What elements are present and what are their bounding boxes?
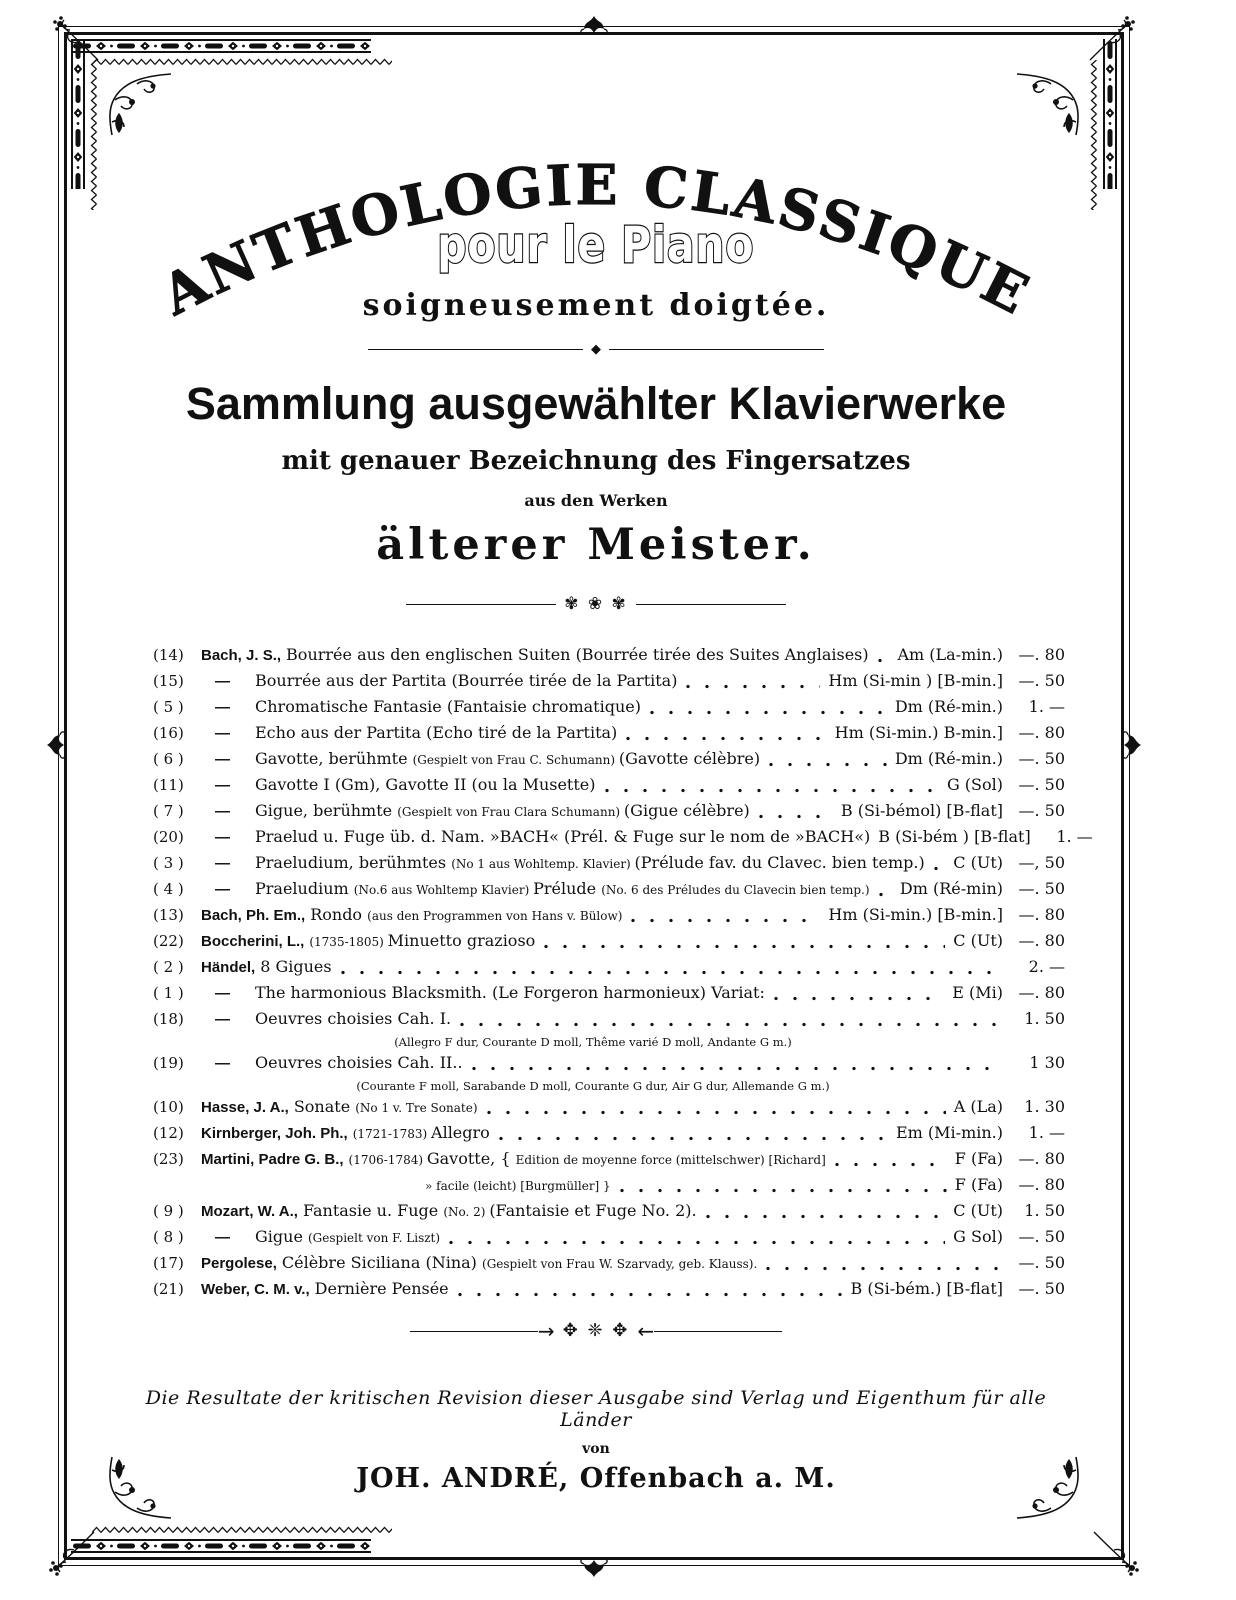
subtitle-text: pour le Piano bbox=[437, 216, 755, 275]
catalog-row bbox=[153, 1201, 1065, 1227]
copyright-von: von bbox=[582, 1441, 610, 1457]
medallion-ornament-icon: ✥ ❈ ✥ bbox=[562, 1320, 630, 1341]
work-title bbox=[309, 931, 535, 950]
work-number: ( 4 ) bbox=[153, 880, 184, 898]
dot-leader bbox=[750, 801, 833, 827]
catalog-row bbox=[153, 1009, 1065, 1053]
catalog-row-line bbox=[153, 1253, 1065, 1279]
work-title bbox=[255, 853, 925, 872]
heading-fingering: mit genauer Bezeichnung des Fingersatzes bbox=[281, 446, 911, 476]
work-title bbox=[255, 723, 617, 742]
work-number: ( 9 ) bbox=[153, 1202, 184, 1220]
tulip-ornament-icon bbox=[46, 730, 68, 760]
work-number: (22) bbox=[153, 932, 184, 950]
catalog-row bbox=[153, 1097, 1065, 1123]
work-number: ( 8 ) bbox=[153, 1228, 184, 1246]
dot-leader bbox=[677, 671, 820, 697]
work-number: ( 7 ) bbox=[153, 802, 184, 820]
composer-name: Mozart, W. A., bbox=[201, 1203, 298, 1220]
divider-tailpiece bbox=[115, 1321, 1077, 1341]
work-title bbox=[255, 671, 677, 690]
frame-floral-band-top bbox=[71, 39, 371, 53]
work-title-text: Rondo bbox=[310, 905, 368, 924]
work-price: —. 80 bbox=[1018, 931, 1065, 950]
composer-name: Martini, Padre G. B., bbox=[201, 1151, 344, 1168]
composer-name: — bbox=[215, 1055, 230, 1072]
composer-name: Bach, J. S., bbox=[201, 647, 282, 664]
catalog-row-line bbox=[153, 1227, 1065, 1253]
work-title-text: Praeludium, berühmtes bbox=[255, 853, 452, 872]
work-title-annotation: (No 1 aus Wohltemp. Klavier) bbox=[451, 857, 635, 871]
work-title-annotation: (1706-1784) bbox=[348, 1153, 427, 1167]
dot-leader bbox=[535, 931, 945, 957]
dot-leader bbox=[697, 1201, 946, 1227]
work-title bbox=[286, 645, 869, 664]
heading-collection: Sammlung ausgewählter Klavierwerke bbox=[185, 378, 1007, 429]
work-number: ( 6 ) bbox=[153, 750, 184, 768]
catalog-row bbox=[153, 827, 1093, 853]
catalog-row-line bbox=[153, 1201, 1065, 1227]
catalog-row bbox=[153, 983, 1065, 1009]
work-price: —. 50 bbox=[1018, 1279, 1065, 1298]
catalog-row-line bbox=[153, 1175, 1065, 1201]
work-price: 1. 50 bbox=[1024, 1201, 1065, 1220]
catalog-row-line bbox=[153, 853, 1065, 879]
work-key: Hm (Si-min.) B-min.] bbox=[834, 723, 1003, 742]
dot-leader bbox=[463, 1053, 1003, 1079]
work-title-text: Praelud u. Fuge üb. d. Nam. »BACH« (Prél. & Fuge sur le nom de »BACH«) bbox=[255, 827, 871, 846]
work-title-text: The harmonious Blacksmith. (Le Forgeron harmonieux) Variat: bbox=[255, 983, 765, 1002]
work-key: B (Si-bém.) [B-flat] bbox=[850, 1279, 1003, 1298]
work-title-text: Minuetto grazioso bbox=[387, 931, 536, 950]
catalog-row bbox=[153, 1053, 1065, 1097]
arc-title bbox=[131, 106, 1061, 318]
divider-line bbox=[609, 349, 824, 350]
work-title-text: Dernière Pensée bbox=[314, 1279, 449, 1298]
work-title-annotation: (No.6 aus Wohltemp Klavier) bbox=[353, 883, 534, 897]
composer-name: — bbox=[215, 829, 230, 846]
work-key: Hm (Si-min ) [B-min.] bbox=[828, 671, 1003, 690]
work-title-text: Praeludium bbox=[255, 879, 354, 898]
catalog-row-line bbox=[153, 1009, 1065, 1035]
work-number: (13) bbox=[153, 906, 184, 924]
work-price: 1. 30 bbox=[1024, 1097, 1065, 1116]
work-key: F (Fa) bbox=[954, 1175, 1003, 1194]
catalog-row bbox=[153, 1227, 1065, 1253]
composer-name: — bbox=[215, 985, 230, 1002]
catalog-row-line bbox=[153, 983, 1065, 1009]
work-number: (17) bbox=[153, 1254, 184, 1272]
work-title bbox=[255, 1227, 440, 1246]
work-title-annotation: (1721-1783) bbox=[352, 1127, 432, 1141]
work-title bbox=[255, 983, 765, 1002]
work-price: —. 80 bbox=[1018, 645, 1065, 664]
work-number: ( 5 ) bbox=[153, 698, 184, 716]
work-price: —. 50 bbox=[1018, 671, 1065, 690]
catalog-row-line bbox=[153, 1123, 1065, 1149]
catalog-row bbox=[153, 905, 1065, 931]
composer-name: Weber, C. M. v., bbox=[201, 1281, 310, 1298]
work-number: ( 2 ) bbox=[153, 958, 184, 976]
work-key: B (Si-bém ) [B-flat] bbox=[878, 827, 1031, 846]
catalog-row bbox=[153, 853, 1065, 879]
work-key: C (Ut) bbox=[953, 931, 1003, 950]
copyright-notice: Die Resultate der kritischen Revision dieser Ausgabe sind Verlag und Eigenthum für alle Länder bbox=[145, 1387, 1047, 1431]
work-title-text: Fantasie u. Fuge bbox=[302, 1201, 444, 1220]
work-price: —. 80 bbox=[1018, 1175, 1065, 1194]
divider-line bbox=[636, 604, 786, 605]
dot-leader bbox=[641, 697, 887, 723]
work-price: —. 80 bbox=[1018, 723, 1065, 742]
work-title-text: Gigue, berühmte bbox=[255, 801, 398, 820]
composer-name: Händel, bbox=[201, 959, 256, 976]
page-title: ANTHOLOGIE CLASSIQUE bbox=[151, 151, 1041, 318]
catalog-row-line bbox=[153, 1149, 1065, 1175]
divider-line bbox=[654, 1331, 782, 1332]
work-title-annotation: (No 1 v. Tre Sonate) bbox=[355, 1101, 478, 1115]
work-title-annotation: » facile (leicht) [Burgmüller] } bbox=[425, 1179, 611, 1193]
work-key: Dm (Ré-min.) bbox=[894, 697, 1003, 716]
work-title-text: Gigue bbox=[255, 1227, 308, 1246]
work-title bbox=[303, 1201, 697, 1220]
arrow-right-icon: → bbox=[537, 1319, 555, 1343]
work-price: —, 50 bbox=[1018, 853, 1065, 872]
composer-name: Boccherini, L., bbox=[201, 933, 305, 950]
catalog-row-line bbox=[153, 671, 1065, 697]
work-title-text: Oeuvres choisies Cah. II.. bbox=[255, 1053, 463, 1072]
work-number: (10) bbox=[153, 1098, 184, 1116]
work-title bbox=[255, 1053, 463, 1072]
work-price: 1. 50 bbox=[1024, 1009, 1065, 1028]
work-contents-note: (Allegro F dur, Courante D moll, Thême varié D moll, Andante G m.) bbox=[394, 1035, 792, 1049]
work-key: A (La) bbox=[953, 1097, 1003, 1116]
work-title-text: Allegro bbox=[431, 1123, 490, 1142]
dot-leader bbox=[440, 1227, 945, 1253]
work-key: B (Si-bémol) [B-flat] bbox=[840, 801, 1003, 820]
work-key: F (Fa) bbox=[954, 1149, 1003, 1168]
catalog-row-line bbox=[153, 697, 1065, 723]
composer-name: — bbox=[215, 673, 230, 690]
composer-name: — bbox=[215, 1229, 230, 1246]
dot-leader bbox=[757, 1253, 1003, 1279]
work-price: —. 80 bbox=[1018, 905, 1065, 924]
work-price: 1. — bbox=[1028, 697, 1065, 716]
catalog-row-line bbox=[153, 879, 1065, 905]
work-key: Dm (Ré-min) bbox=[899, 879, 1003, 898]
dot-leader bbox=[765, 983, 944, 1009]
work-key: G Sol) bbox=[953, 1227, 1003, 1246]
work-price: —. 50 bbox=[1018, 879, 1065, 898]
catalog-row-line bbox=[153, 645, 1065, 671]
dot-leader bbox=[870, 879, 892, 905]
work-title-annotation: (1735-1805) bbox=[309, 935, 388, 949]
catalog-row bbox=[153, 1279, 1065, 1305]
catalog-row-line bbox=[153, 1279, 1065, 1305]
work-number: (20) bbox=[153, 828, 184, 846]
work-key: Am (La-min.) bbox=[897, 645, 1003, 664]
catalog-row-line bbox=[153, 723, 1065, 749]
catalog-row bbox=[153, 1149, 1065, 1175]
work-title-text: Echo aus der Partita (Echo tiré de la Partita) bbox=[255, 723, 618, 742]
publisher-imprint: JOH. ANDRÉ, Offenbach a. M. bbox=[356, 1463, 836, 1494]
dot-leader bbox=[826, 1149, 947, 1175]
frame-zigzag-right bbox=[1090, 60, 1098, 210]
work-price: —. 80 bbox=[1018, 983, 1065, 1002]
work-number: ( 3 ) bbox=[153, 854, 184, 872]
work-title bbox=[255, 879, 870, 898]
work-title-annotation: (Gespielt von Frau W. Szarvady, geb. Klauss). bbox=[482, 1257, 758, 1271]
dot-leader bbox=[869, 645, 890, 671]
catalog-row-line bbox=[153, 827, 1093, 853]
tulip-ornament-icon bbox=[1120, 730, 1142, 760]
catalog-row bbox=[153, 697, 1065, 723]
work-key: Dm (Ré-min.) bbox=[894, 749, 1003, 768]
work-price: 2. — bbox=[1028, 957, 1065, 976]
work-price: —. 50 bbox=[1018, 1253, 1065, 1272]
divider-line bbox=[410, 1331, 538, 1332]
dot-leader bbox=[449, 1279, 843, 1305]
work-title bbox=[255, 1175, 611, 1194]
work-title-text: Oeuvres choisies Cah. I. bbox=[255, 1009, 452, 1028]
catalog-row bbox=[153, 931, 1065, 957]
catalog-row-line bbox=[153, 749, 1065, 775]
dot-leader bbox=[478, 1097, 946, 1123]
work-title-text: Chromatische Fantasie (Fantaisie chromatique) bbox=[255, 697, 641, 716]
work-number: (16) bbox=[153, 724, 184, 742]
work-number: ( 1 ) bbox=[153, 984, 184, 1002]
catalog-row bbox=[153, 1175, 1065, 1201]
work-title bbox=[282, 1253, 757, 1272]
catalog-row bbox=[153, 749, 1065, 775]
work-title bbox=[310, 905, 622, 924]
catalog-row bbox=[153, 1123, 1065, 1149]
composer-name: Kirnberger, Joh. Ph., bbox=[201, 1125, 348, 1142]
corner-sprig-icon bbox=[44, 1526, 100, 1582]
composer-name: — bbox=[215, 1011, 230, 1028]
composer-name: — bbox=[215, 777, 230, 794]
work-title bbox=[255, 801, 750, 820]
dot-leader bbox=[490, 1123, 888, 1149]
catalog-row bbox=[153, 775, 1065, 801]
catalog-row-line bbox=[153, 957, 1065, 983]
frame-floral-band-bottom bbox=[71, 1539, 371, 1553]
dot-leader bbox=[617, 723, 826, 749]
work-title-text: Gavotte, { bbox=[426, 1149, 516, 1168]
heading-old-masters: älterer Meister. bbox=[376, 520, 816, 570]
work-price: —. 50 bbox=[1018, 749, 1065, 768]
catalog-row-line bbox=[153, 905, 1065, 931]
composer-name: — bbox=[215, 725, 230, 742]
composer-name: Bach, Ph. Em., bbox=[201, 907, 306, 924]
corner-sprig-icon bbox=[1088, 1526, 1144, 1582]
divider-line bbox=[406, 604, 556, 605]
frame-zigzag-left bbox=[90, 60, 98, 210]
dot-leader bbox=[451, 1009, 1003, 1035]
catalog-row-line bbox=[153, 931, 1065, 957]
composer-name: — bbox=[215, 751, 230, 768]
page-content bbox=[115, 78, 1093, 1494]
dot-leader bbox=[622, 905, 820, 931]
work-number: (18) bbox=[153, 1010, 184, 1028]
work-number: (15) bbox=[153, 672, 184, 690]
work-number: (23) bbox=[153, 1150, 184, 1168]
work-title-annotation: (No. 6 des Préludes du Clavecin bien temp.) bbox=[601, 883, 870, 897]
work-title bbox=[255, 749, 760, 768]
work-key: G (Sol) bbox=[946, 775, 1003, 794]
work-price: 1 30 bbox=[1029, 1053, 1065, 1072]
divider-rule bbox=[115, 343, 1077, 356]
catalog-list bbox=[115, 645, 1093, 1305]
composer-name: — bbox=[215, 855, 230, 872]
work-key: C (Ut) bbox=[953, 1201, 1003, 1220]
frame-zigzag-bottom bbox=[92, 1526, 392, 1534]
work-price: 1. — bbox=[1028, 1123, 1065, 1142]
work-title bbox=[255, 1009, 451, 1028]
work-title-text: Bourrée aus den englischen Suiten (Bourrée tirée des Suites Anglaises) bbox=[286, 645, 869, 664]
work-title-text: (Gavotte célèbre) bbox=[618, 749, 761, 768]
work-title bbox=[255, 775, 596, 794]
dot-leader bbox=[596, 775, 939, 801]
catalog-row bbox=[153, 801, 1065, 827]
catalog-row-line bbox=[153, 1053, 1065, 1079]
tulip-ornament-icon bbox=[579, 15, 609, 37]
work-number: (21) bbox=[153, 1280, 184, 1298]
work-price: —. 80 bbox=[1018, 1149, 1065, 1168]
work-title-annotation: Edition de moyenne force (mittelschwer) [Richard] bbox=[515, 1153, 826, 1167]
work-title-annotation: (No. 2) bbox=[443, 1205, 490, 1219]
work-title-text: (Gigue célèbre) bbox=[623, 801, 750, 820]
work-number: (14) bbox=[153, 646, 184, 664]
work-price: 1. — bbox=[1056, 827, 1093, 846]
subtitle-outline bbox=[376, 214, 816, 278]
work-title-text: Gavotte I (Gm), Gavotte II (ou la Musette) bbox=[255, 775, 596, 794]
work-price: —. 50 bbox=[1018, 775, 1065, 794]
work-price: —. 50 bbox=[1018, 801, 1065, 820]
heading-works-from: aus den Werken bbox=[524, 491, 668, 510]
floral-ornament-icon: ✾ ❀ ✾ bbox=[564, 594, 628, 614]
work-key: C (Ut) bbox=[953, 853, 1003, 872]
work-title bbox=[353, 1123, 490, 1142]
work-contents-note: (Courante F moll, Sarabande D moll, Courante G dur, Air G dur, Allemande G m.) bbox=[356, 1079, 830, 1093]
work-title-text: Bourrée aus der Partita (Bourrée tirée de la Partita) bbox=[255, 671, 678, 690]
catalog-row bbox=[153, 723, 1065, 749]
catalog-row-line bbox=[153, 1097, 1065, 1123]
work-title bbox=[255, 697, 641, 716]
corner-sprig-icon bbox=[48, 10, 104, 66]
work-title-text: (Fantaisie et Fuge No. 2). bbox=[489, 1201, 697, 1220]
composer-name: — bbox=[215, 803, 230, 820]
work-title-annotation: (aus den Programmen von Hans v. Bülow) bbox=[367, 909, 623, 923]
composer-name: Hasse, J. A., bbox=[201, 1099, 289, 1116]
work-key: E (Mi) bbox=[952, 983, 1003, 1002]
work-number: (11) bbox=[153, 776, 184, 794]
tulip-ornament-icon bbox=[579, 1556, 609, 1578]
divider-ornament-icon: ◆ bbox=[591, 342, 601, 357]
work-title-annotation: (Gespielt von Frau Clara Schumann) bbox=[397, 805, 624, 819]
dot-leader bbox=[760, 749, 887, 775]
work-number: (12) bbox=[153, 1124, 184, 1142]
composer-name: — bbox=[215, 699, 230, 716]
catalog-row-line bbox=[153, 801, 1065, 827]
divider-line bbox=[368, 349, 583, 350]
work-title bbox=[255, 827, 870, 846]
catalog-row bbox=[153, 1253, 1065, 1279]
work-title-text: Prélude bbox=[533, 879, 602, 898]
work-title bbox=[260, 957, 331, 976]
work-title-text: Sonate bbox=[293, 1097, 356, 1116]
divider-floral bbox=[115, 596, 1077, 613]
catalog-row bbox=[153, 957, 1065, 983]
tagline: soigneusement doigtée. bbox=[362, 288, 830, 323]
corner-sprig-icon bbox=[1084, 10, 1140, 66]
catalog-row-line bbox=[153, 775, 1065, 801]
work-title-text: (Prélude fav. du Clavec. bien temp.) bbox=[634, 853, 925, 872]
work-title-text: 8 Gigues bbox=[260, 957, 332, 976]
work-title-text: Gavotte, berühmte bbox=[255, 749, 413, 768]
work-price: —. 50 bbox=[1018, 1227, 1065, 1246]
composer-name: — bbox=[215, 881, 230, 898]
work-key: Em (Mi-min.) bbox=[895, 1123, 1003, 1142]
catalog-row bbox=[153, 879, 1065, 905]
dot-leader bbox=[611, 1175, 947, 1201]
arrow-left-icon: ← bbox=[637, 1319, 655, 1343]
catalog-row bbox=[153, 645, 1065, 671]
dot-leader bbox=[925, 853, 946, 879]
dot-leader bbox=[332, 957, 1003, 983]
work-title bbox=[349, 1149, 826, 1168]
work-title bbox=[294, 1097, 478, 1116]
work-key: Hm (Si-min.) [B-min.] bbox=[828, 905, 1003, 924]
work-title-text: Célèbre Siciliana (Nina) bbox=[281, 1253, 483, 1272]
composer-name: Pergolese, bbox=[201, 1255, 277, 1272]
catalog-row bbox=[153, 671, 1065, 697]
work-title-annotation: (Gespielt von Frau C. Schumann) bbox=[412, 753, 619, 767]
work-title bbox=[315, 1279, 449, 1298]
work-title-annotation: (Gespielt von F. Liszt) bbox=[308, 1231, 441, 1245]
frame-zigzag-top bbox=[92, 58, 392, 66]
work-number: (19) bbox=[153, 1054, 184, 1072]
